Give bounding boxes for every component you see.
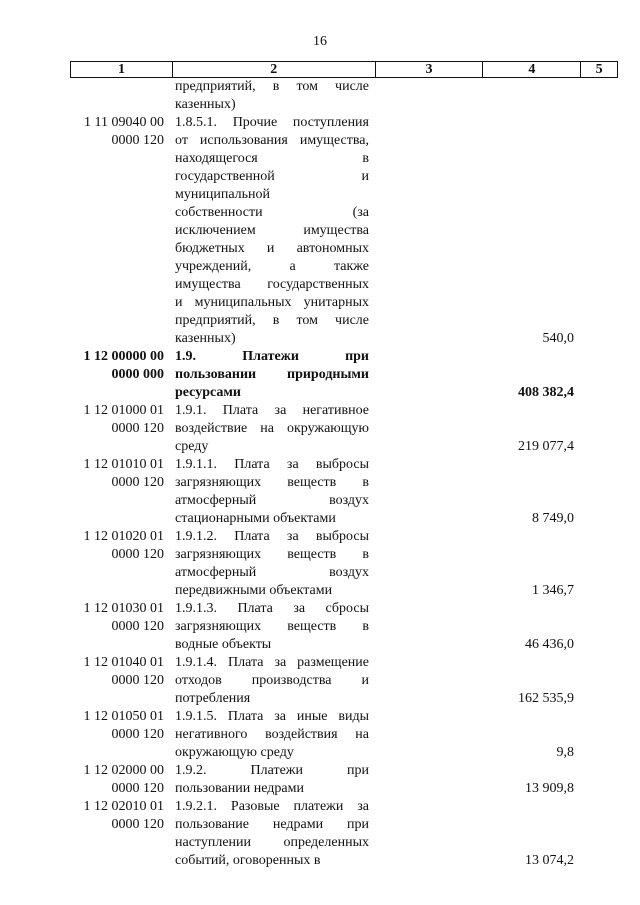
- income-name-line: негативного воздействия на: [175, 727, 369, 742]
- income-name-line: атмосферный воздух: [175, 565, 369, 580]
- amount: 162 535,9: [518, 691, 574, 706]
- income-name-line: муниципальной: [175, 187, 271, 202]
- table-row: [0, 762, 640, 798]
- amount: 13 074,2: [525, 853, 574, 868]
- income-name-line: предприятий, в том числе: [175, 313, 369, 328]
- table-row: [0, 348, 640, 402]
- income-name: [175, 654, 369, 708]
- table-row: [0, 78, 640, 114]
- income-name-line: 1.9.1.2. Плата за выбросы: [175, 529, 369, 544]
- header-col-3: 3: [375, 62, 483, 78]
- income-name-line: окружающую среду: [175, 745, 294, 760]
- header-col-4: 4: [483, 62, 581, 78]
- table-row: [0, 654, 640, 708]
- income-name: [175, 600, 369, 654]
- budget-code: 1 12 01030 01 0000 120: [83, 601, 164, 634]
- income-name-line: отходов производства и: [175, 673, 369, 688]
- budget-code: 1 12 02010 01 0000 120: [83, 799, 164, 832]
- budget-code: 1 12 01040 01 0000 120: [83, 655, 164, 688]
- table-row: [0, 114, 640, 348]
- income-name-line: и муниципальных унитарных: [175, 295, 369, 310]
- amount: 1 346,7: [532, 583, 574, 598]
- amount: 9,8: [556, 745, 574, 760]
- income-name-line: государственной и: [175, 169, 369, 184]
- amount: 13 909,8: [525, 781, 574, 796]
- budget-code: 1 12 01050 01 0000 120: [83, 709, 164, 742]
- income-name-line: 1.9.1. Плата за негативное: [175, 403, 369, 418]
- income-name-line: водные объекты: [175, 637, 272, 652]
- table-row: [0, 798, 640, 870]
- income-name-line: загрязняющих веществ в: [175, 475, 369, 490]
- income-name-line: 1.9.1.5. Плата за иные виды: [175, 709, 369, 724]
- income-name-line: имущества государственных: [175, 277, 369, 292]
- budget-code: 1 12 02000 00 0000 120: [83, 763, 164, 796]
- income-name-line: стационарными объектами: [175, 511, 336, 526]
- amount: 540,0: [542, 331, 574, 346]
- table-row: [0, 600, 640, 654]
- income-name-line: ресурсами: [175, 385, 241, 400]
- table-row: [0, 528, 640, 600]
- income-name-line: пользовании недрами: [175, 781, 304, 796]
- income-name-line: пользование недрами при: [175, 817, 369, 832]
- income-name-line: 1.9.1.4. Плата за размещение: [175, 655, 369, 670]
- income-name-line: 1.8.5.1. Прочие поступления: [175, 115, 369, 130]
- table-row: [0, 708, 640, 762]
- budget-code: 1 12 01010 01 0000 120: [83, 457, 164, 490]
- income-name-line: 1.9.2. Платежи при: [175, 763, 369, 778]
- income-name-line: загрязняющих веществ в: [175, 547, 369, 562]
- header-col-5: 5: [581, 62, 618, 78]
- income-name-line: 1.9. Платежи при: [175, 349, 369, 364]
- income-name: [175, 456, 369, 528]
- table-row: [0, 402, 640, 456]
- income-name-line: исключением имущества: [175, 223, 369, 238]
- income-name: [175, 528, 369, 600]
- income-name: [175, 708, 369, 762]
- income-name-line: учреждений, а также: [175, 259, 369, 274]
- table-header: [70, 61, 618, 78]
- budget-code: 1 12 00000 00 0000 000: [83, 349, 164, 382]
- income-name-line: казенных): [175, 97, 236, 112]
- income-name-line: находящегося в: [175, 151, 369, 166]
- income-name: [175, 78, 369, 114]
- income-name-line: пользовании природными: [175, 367, 369, 382]
- income-name-line: среду: [175, 439, 209, 454]
- income-name-line: 1.9.2.1. Разовые платежи за: [175, 799, 369, 814]
- income-name: [175, 114, 369, 348]
- budget-code: 1 12 01000 01 0000 120: [83, 403, 164, 436]
- income-name: [175, 348, 369, 402]
- income-name-line: наступлении определенных: [175, 835, 369, 850]
- budget-code: 1 11 09040 00 0000 120: [84, 115, 164, 148]
- income-name: [175, 798, 369, 870]
- income-name-line: событий, оговоренных в: [175, 853, 321, 868]
- income-name-line: собственности (за: [175, 205, 369, 220]
- income-name-line: от использования имущества,: [175, 133, 369, 148]
- header-col-2: 2: [172, 62, 375, 78]
- table-row: [0, 456, 640, 528]
- amount: 46 436,0: [525, 637, 574, 652]
- income-name-line: атмосферный воздух: [175, 493, 369, 508]
- income-name-line: бюджетных и автономных: [175, 241, 369, 256]
- income-name-line: казенных): [175, 331, 236, 346]
- amount: 408 382,4: [518, 385, 574, 400]
- income-name-line: передвижными объектами: [175, 583, 333, 598]
- budget-code: 1 12 01020 01 0000 120: [83, 529, 164, 562]
- income-name-line: воздействие на окружающую: [175, 421, 369, 436]
- page-number: 16: [313, 34, 327, 49]
- table-body: [0, 78, 640, 870]
- income-name: [175, 402, 369, 456]
- header-col-1: 1: [71, 62, 173, 78]
- amount: 219 077,4: [518, 439, 574, 454]
- income-name-line: потребления: [175, 691, 251, 706]
- income-name-line: предприятий, в том числе: [175, 79, 369, 94]
- income-name-line: загрязняющих веществ в: [175, 619, 369, 634]
- income-name-line: 1.9.1.1. Плата за выбросы: [175, 457, 369, 472]
- income-name-line: 1.9.1.3. Плата за сбросы: [175, 601, 369, 616]
- amount: 8 749,0: [532, 511, 574, 526]
- income-name: [175, 762, 369, 798]
